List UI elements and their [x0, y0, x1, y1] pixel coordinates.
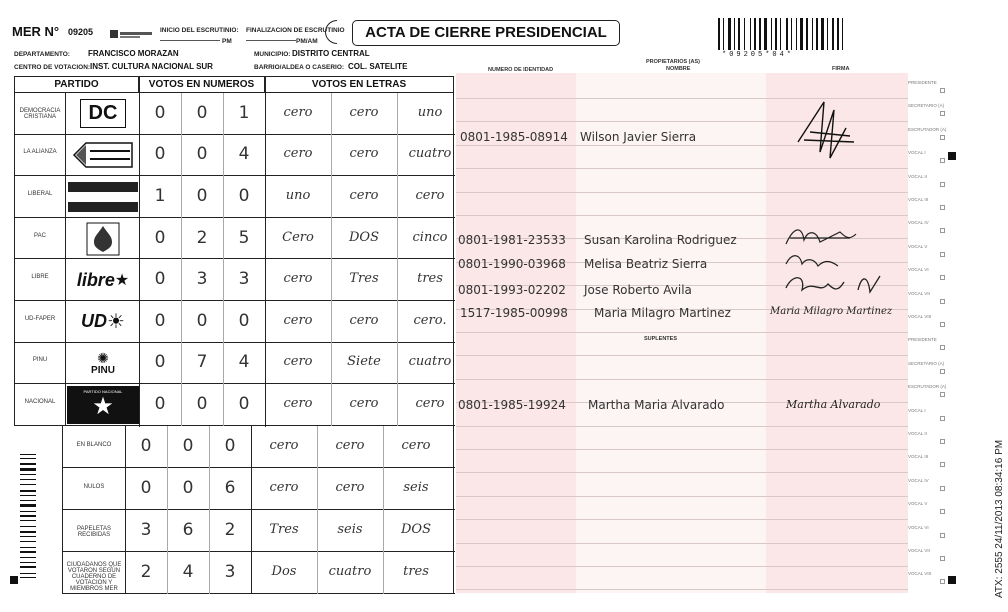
role-label: VOCAL IV: [908, 477, 929, 483]
vote-word: cero: [349, 146, 379, 162]
vote-number: 0: [154, 227, 166, 248]
party-logo: [67, 95, 139, 133]
role-checkbox[interactable]: [940, 111, 945, 116]
divider-partido: [139, 77, 140, 427]
vote-number: 0: [154, 102, 166, 123]
sdivider-word-2: [383, 426, 384, 594]
registration-mark: [10, 576, 18, 584]
table-row: [15, 218, 455, 260]
party-name: NACIONAL: [24, 398, 56, 405]
form-row-line: [456, 472, 908, 473]
name-5: Maria Milagro Martinez: [594, 306, 731, 320]
summary-number: 6: [182, 520, 194, 540]
summary-word: seis: [337, 522, 363, 537]
party-logo: [67, 220, 139, 258]
mer-label: MER N°: [12, 24, 60, 39]
form-row-line: [456, 215, 908, 216]
vote-word: cero: [349, 104, 379, 120]
barrio-label: BARRIO/ALDEA O CASERIO:: [254, 64, 345, 71]
summary-word: DOS: [401, 522, 431, 537]
role-checkbox[interactable]: [940, 509, 945, 514]
summary-number: 2: [140, 562, 152, 582]
divider-numeros: [265, 77, 266, 427]
form-row-line: [456, 519, 908, 520]
id-4: 0801-1993-02202: [458, 283, 566, 297]
dc-logo: DC: [80, 99, 127, 128]
vote-word: cero: [283, 354, 313, 370]
summary-label: CIUDADANOS QUE VOTARON SEGÚN CUADERNO DE VOTACION Y MIEMBROS MER: [66, 562, 122, 592]
form-row-line: [456, 426, 908, 427]
role-label: ESCRUTADOR (A): [908, 384, 947, 390]
form-row-line: [456, 192, 908, 193]
id-5: 1517-1985-00998: [460, 306, 568, 320]
role-checkbox[interactable]: [940, 416, 945, 421]
municipio-value: DISTRITO CENTRAL: [292, 49, 370, 58]
sun-icon: ☀: [107, 311, 125, 334]
divider-name: [65, 93, 66, 426]
role-label: VOCAL V: [908, 501, 928, 507]
role-label: VOCAL II: [908, 431, 927, 436]
vote-word: cero: [283, 146, 313, 162]
role-label: VOCAL VII: [908, 548, 930, 553]
role-checkbox[interactable]: [940, 579, 945, 584]
role-label: PRESIDENTE: [908, 80, 937, 85]
vote-number: 0: [196, 185, 208, 206]
role-label: VOCAL VIII: [908, 571, 932, 577]
id-1: 0801-1985-08914: [460, 130, 568, 144]
vote-number: 3: [238, 269, 250, 290]
vote-number: 0: [238, 185, 250, 206]
role-checkbox[interactable]: [940, 275, 945, 280]
fin-label: FINALIZACION DE ESCRUTINIO: [246, 27, 345, 34]
form-row-line: [456, 496, 908, 497]
vote-number: 1: [154, 185, 166, 206]
form-row-line: [456, 449, 908, 450]
divider-num-1: [181, 93, 182, 426]
vote-word: Tres: [349, 271, 379, 287]
vote-word: Cero: [282, 229, 314, 245]
departamento-label: DEPARTAMENTO:: [14, 51, 70, 58]
vote-word: cero: [283, 271, 313, 287]
summary-number: 0: [182, 478, 194, 498]
role-label: SECRETARIO (A): [908, 360, 945, 366]
divider-word-1: [331, 93, 332, 426]
role-checkbox[interactable]: [940, 205, 945, 210]
vote-word: cero: [283, 104, 313, 120]
summary-number: 0: [182, 436, 194, 456]
party-name: LA ALIANZA: [23, 149, 57, 156]
departamento-value: FRANCISCO MORAZAN: [88, 49, 179, 58]
role-checkbox[interactable]: [940, 252, 945, 257]
page-title: ACTA DE CIERRE PRESIDENCIAL: [352, 20, 620, 46]
sdivider-label: [125, 426, 126, 594]
form-row-line: [456, 355, 908, 356]
suplentes-label: SUPLENTES: [644, 336, 678, 342]
vote-word: cero: [283, 395, 313, 411]
party-logo: [67, 178, 139, 216]
summary-word: cero: [269, 480, 299, 495]
barcode-top: [718, 18, 848, 50]
summary-row: [63, 468, 455, 510]
role-label: VOCAL VIII: [908, 314, 932, 319]
summary-number: 4: [182, 562, 194, 582]
nacional-logo: PARTIDO NACIONAL: [83, 389, 123, 395]
table-row: [15, 343, 455, 385]
col-identidad: NUMERO DE IDENTIDAD: [488, 67, 554, 73]
identidad-column: [456, 73, 576, 593]
role-label: VOCAL V: [908, 243, 928, 249]
role-checkbox[interactable]: [940, 392, 945, 397]
vote-number: 0: [154, 310, 166, 331]
vote-number: 0: [154, 144, 166, 165]
summary-label: EN BLANCO: [76, 442, 112, 448]
party-logo: [67, 261, 139, 299]
role-checkbox[interactable]: [940, 228, 945, 233]
form-row-line: [456, 589, 908, 590]
table-row: [15, 384, 455, 426]
summary-number: 0: [140, 478, 152, 498]
sdivider-num-1: [167, 426, 168, 594]
id-2: 0801-1981-23533: [458, 233, 566, 247]
table-row: [15, 176, 455, 218]
nombre-column: [576, 73, 766, 593]
vote-number: 5: [238, 227, 250, 248]
pac-logo-icon: [86, 222, 120, 256]
inicio-label: INICIO DEL ESCRUTINIO:: [160, 27, 239, 34]
name-1: Wilson Javier Sierra: [580, 130, 697, 144]
party-name: PAC: [34, 232, 46, 239]
sdivider-numeros: [251, 426, 252, 594]
party-name: DEMOCRACIA CRISTIANA: [19, 107, 61, 120]
vote-number: 0: [154, 393, 166, 414]
vote-word: uno: [417, 104, 443, 120]
alianza-logo-icon: [72, 141, 134, 169]
role-label: VOCAL VI: [908, 524, 929, 530]
summary-number: 2: [224, 520, 236, 540]
name-4: Jose Roberto Avila: [584, 283, 692, 297]
form-row-line: [456, 566, 908, 567]
role-label: VOCAL I: [908, 150, 926, 156]
role-checkbox[interactable]: [940, 322, 945, 327]
summary-word: seis: [403, 480, 429, 495]
signature-1: [790, 92, 860, 175]
liberal-flag-icon: [68, 182, 138, 212]
vote-word: cero: [283, 312, 313, 328]
votes-table: [14, 76, 454, 426]
role-checkbox[interactable]: [940, 135, 945, 140]
vote-word: cero.: [413, 312, 447, 328]
role-checkbox[interactable]: [940, 486, 945, 491]
vote-number: 2: [196, 227, 208, 248]
role-label: SECRETARIO (A): [908, 103, 945, 109]
role-checkbox[interactable]: [940, 182, 945, 187]
summary-number: 3: [224, 562, 236, 582]
summary-table: [62, 426, 454, 594]
party-logo: [67, 345, 139, 383]
role-label: VOCAL IV: [908, 220, 929, 226]
col-firma: FIRMA: [832, 66, 850, 72]
centro-value: INST. CULTURA NACIONAL SUR: [90, 62, 213, 71]
sdivider-word-1: [317, 426, 318, 594]
vote-number: 1: [238, 102, 250, 123]
vote-number: 4: [238, 144, 250, 165]
vote-number: 0: [154, 352, 166, 373]
vote-number: 0: [196, 102, 208, 123]
scan-stamp: ATX: 2555 24/11/2013 08:34:16 PM: [994, 439, 1005, 598]
col-nombre: NOMBRE: [666, 66, 691, 72]
vote-word: cero: [349, 187, 379, 203]
party-name: PINU: [32, 357, 48, 364]
party-logo: [67, 137, 139, 175]
vote-number: 0: [196, 310, 208, 331]
party-logo: [67, 303, 139, 341]
role-label: VOCAL VI: [908, 267, 929, 273]
name-2: Susan Karolina Rodriguez: [584, 233, 737, 247]
col-letras: VOTOS EN LETRAS: [265, 77, 453, 93]
star-icon: ★: [92, 393, 114, 421]
role-label: ESCRUTADOR (A): [908, 126, 947, 132]
name-3: Melisa Beatriz Sierra: [584, 257, 708, 271]
centro-label: CENTRO DE VOTACION:: [14, 64, 91, 71]
vote-number: 4: [238, 352, 250, 373]
tse-logo: [110, 27, 154, 39]
title-bracket: [325, 20, 337, 44]
vote-number: 0: [238, 393, 250, 414]
vote-number: 7: [196, 352, 208, 373]
star-icon: ★: [114, 272, 130, 290]
summary-number: 0: [140, 436, 152, 456]
id-6: 0801-1985-19924: [458, 398, 566, 412]
signature-5: Maria Milagro Martinez: [770, 306, 893, 317]
vote-number: 0: [238, 310, 250, 331]
mer-number: 09205: [68, 27, 94, 37]
vote-word: cuatro: [408, 354, 452, 370]
summary-word: cero: [335, 480, 365, 495]
barcode-side: [20, 454, 44, 584]
summary-number: 0: [224, 436, 236, 456]
role-checkbox[interactable]: [940, 299, 945, 304]
vote-number: 0: [196, 393, 208, 414]
role-checkbox[interactable]: [940, 369, 945, 374]
form-row-line: [456, 332, 908, 333]
vote-word: cero: [415, 395, 445, 411]
vote-number: 0: [196, 144, 208, 165]
party-name: LIBRE: [31, 274, 49, 281]
summary-word: Tres: [269, 522, 299, 537]
table-row: [15, 259, 455, 301]
libre-logo: libre: [76, 269, 115, 290]
summary-word: cero: [269, 438, 299, 453]
col-numeros: VOTOS EN NUMEROS: [139, 77, 265, 93]
name-6: Martha Maria Alvarado: [588, 398, 725, 412]
col-propietarios: PROPIETARIOS (AS): [646, 59, 700, 65]
role-checkbox[interactable]: [940, 88, 945, 93]
role-label: PRESIDENTE: [908, 337, 937, 343]
vote-word: cinco: [412, 229, 448, 245]
inicio-line: [160, 40, 220, 41]
vote-word: cero: [349, 395, 379, 411]
barcode-number: *09205*04*: [722, 51, 795, 59]
vote-number: 3: [196, 269, 208, 290]
role-checkbox[interactable]: [940, 462, 945, 467]
role-label: VOCAL II: [908, 173, 927, 179]
role-checkbox[interactable]: [940, 556, 945, 561]
role-checkbox[interactable]: [940, 533, 945, 538]
vote-word: tres: [417, 271, 443, 287]
role-label: VOCAL III: [908, 454, 929, 460]
summary-row: [63, 552, 455, 594]
col-partido: PARTIDO: [15, 77, 139, 93]
vote-word: cero: [415, 187, 445, 203]
summary-word: tres: [403, 564, 429, 579]
summary-label: NULOS: [83, 484, 105, 490]
table-row: [15, 135, 455, 177]
summary-label: PAPELETAS RECIBIDAS: [76, 526, 112, 538]
divider-word-2: [397, 93, 398, 426]
form-row-line: [456, 543, 908, 544]
pinu-emblem-icon: ✺: [97, 349, 109, 366]
role-label: VOCAL I: [908, 407, 926, 413]
vote-word: cuatro: [408, 146, 452, 162]
fin-line: [246, 40, 296, 41]
vote-number: 0: [154, 269, 166, 290]
vote-word: Siete: [347, 354, 381, 370]
summary-row: [63, 510, 455, 552]
barrio-value: COL. SATELITE: [348, 62, 408, 71]
summary-row: [63, 426, 455, 468]
role-checkbox[interactable]: [940, 158, 945, 163]
form-row-line: [456, 379, 908, 380]
role-label: VOCAL III: [908, 197, 929, 202]
party-logo: [67, 386, 139, 424]
registration-mark: [948, 576, 956, 584]
role-checkbox[interactable]: [940, 345, 945, 350]
summary-word: cuatro: [328, 564, 372, 579]
registration-mark: [948, 152, 956, 160]
party-name: LIBERAL: [27, 190, 53, 197]
divider-num-2: [223, 93, 224, 426]
sdivider-num-2: [209, 426, 210, 594]
summary-word: cero: [401, 438, 431, 453]
id-3: 0801-1990-03968: [458, 257, 566, 271]
role-label: VOCAL VII: [908, 290, 930, 296]
vote-word: uno: [285, 187, 311, 203]
summary-word: Dos: [271, 564, 297, 579]
role-checkbox[interactable]: [940, 439, 945, 444]
signature-4: [780, 270, 890, 303]
summary-number: 3: [140, 520, 152, 540]
vote-word: DOS: [349, 229, 379, 245]
vote-word: cero: [349, 312, 379, 328]
inicio-pm: PM: [222, 38, 232, 45]
party-name: UD-FAPER: [24, 315, 56, 322]
summary-number: 6: [224, 478, 236, 498]
signature-6: Martha Alvarado: [786, 398, 881, 411]
pinu-logo: PINU: [91, 364, 115, 376]
municipio-label: MUNICIPIO:: [254, 51, 291, 58]
ud-logo: UD: [81, 311, 108, 332]
summary-word: cero: [335, 438, 365, 453]
table-row: [15, 93, 455, 135]
fin-pmam: PM/AM: [296, 38, 318, 45]
table-row: [15, 301, 455, 343]
